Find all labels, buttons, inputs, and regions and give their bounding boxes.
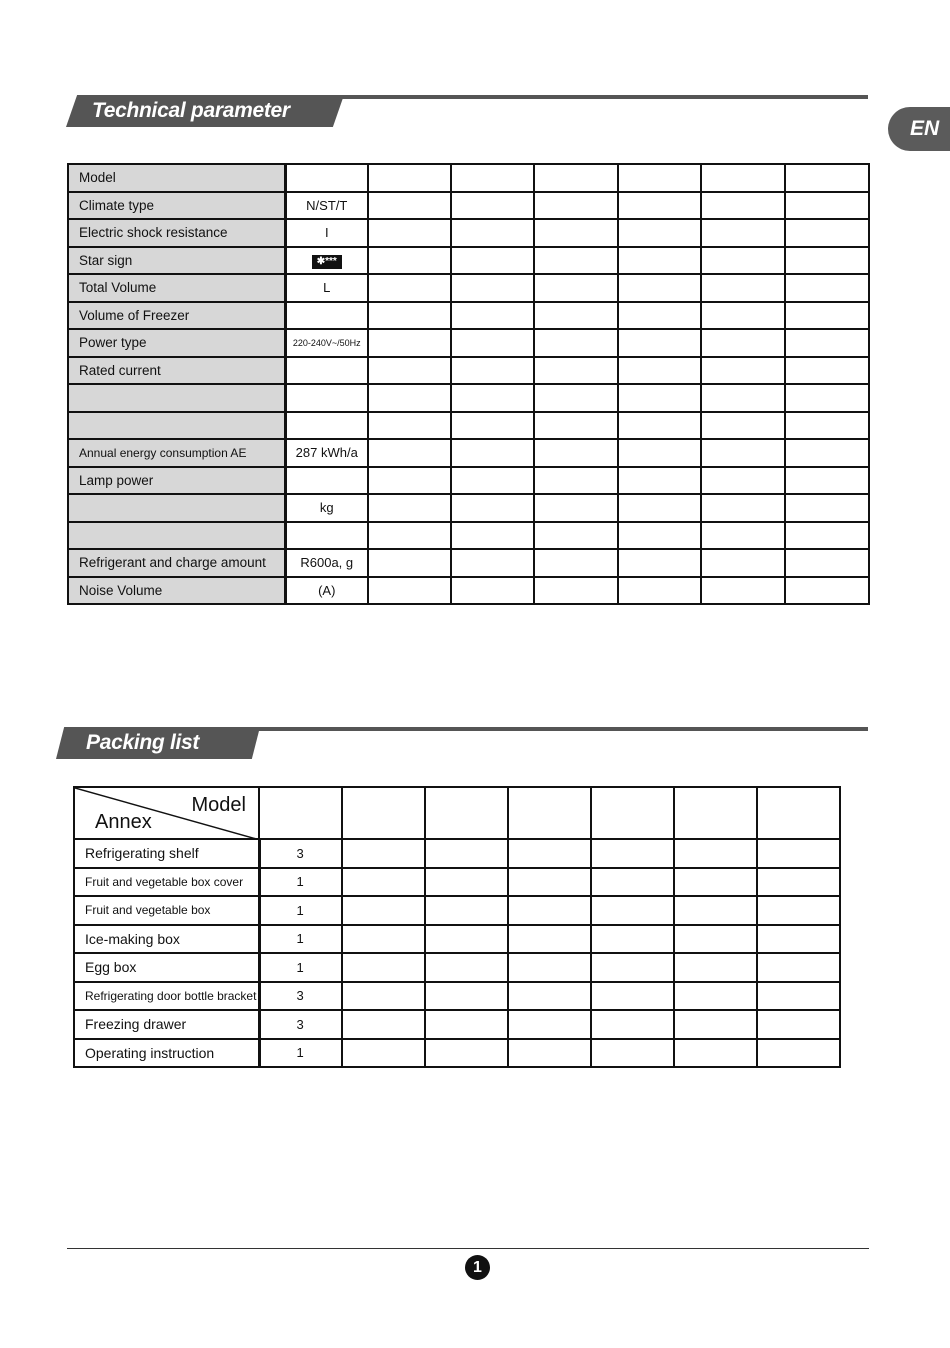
packing-empty-cell (757, 1010, 840, 1039)
packing-empty-cell (674, 1039, 757, 1068)
packing-empty-cell (591, 982, 674, 1011)
packing-empty-cell (342, 868, 425, 897)
packing-empty-cell (674, 868, 757, 897)
tech-empty-cell (534, 329, 618, 357)
tech-empty-cell (618, 439, 701, 467)
tech-empty-cell (368, 302, 451, 330)
packing-empty-cell (425, 1010, 508, 1039)
tech-row-label (68, 412, 285, 440)
tech-empty-cell (534, 412, 618, 440)
tech-row-label: Rated current (68, 357, 285, 385)
packing-empty-cell (508, 1010, 591, 1039)
packing-empty-cell (591, 953, 674, 982)
tech-empty-cell (785, 439, 869, 467)
tech-row-value: (A) (285, 577, 368, 605)
tech-empty-cell (701, 329, 785, 357)
tech-row-value: kg (285, 494, 368, 522)
tech-empty-cell (534, 164, 618, 192)
packing-empty-cell (674, 896, 757, 925)
tech-empty-cell (785, 164, 869, 192)
tech-row (68, 549, 869, 577)
packing-empty-cell (674, 839, 757, 868)
tech-empty-cell (785, 522, 869, 550)
tech-empty-cell (701, 577, 785, 605)
tech-empty-cell (701, 522, 785, 550)
tech-empty-cell (785, 577, 869, 605)
packing-empty-cell (508, 839, 591, 868)
packing-item-label: Fruit and vegetable box (74, 896, 259, 925)
packing-item-quantity: 1 (259, 925, 342, 954)
tech-empty-cell (701, 274, 785, 302)
tech-row-value (285, 384, 368, 412)
tech-row (68, 302, 869, 330)
tech-row-label (68, 494, 285, 522)
packing-row (74, 1010, 840, 1039)
tech-row (68, 522, 869, 550)
tech-empty-cell (451, 192, 534, 220)
packing-row (74, 1039, 840, 1068)
tech-empty-cell (368, 164, 451, 192)
header-model: Model (191, 794, 246, 816)
packing-item-quantity: 1 (259, 868, 342, 897)
tech-empty-cell (534, 219, 618, 247)
packing-empty-cell (342, 1039, 425, 1068)
packing-empty-cell (674, 982, 757, 1011)
packing-empty-cell (508, 1039, 591, 1068)
tech-row-value (285, 164, 368, 192)
header-annex: Annex (95, 811, 152, 833)
tech-empty-cell (785, 384, 869, 412)
packing-empty-cell (508, 896, 591, 925)
packing-empty-cell (591, 925, 674, 954)
tech-empty-cell (701, 412, 785, 440)
packing-empty-cell (508, 982, 591, 1011)
tech-empty-cell (785, 302, 869, 330)
tech-empty-cell (368, 192, 451, 220)
tech-empty-cell (785, 247, 869, 275)
packing-empty-cell (508, 953, 591, 982)
tech-empty-cell (534, 384, 618, 412)
packing-row (74, 839, 840, 868)
packing-empty-cell (757, 982, 840, 1011)
tech-empty-cell (618, 274, 701, 302)
tech-row-label: Star sign (68, 247, 285, 275)
tech-row (68, 467, 869, 495)
tech-empty-cell (368, 384, 451, 412)
tech-empty-cell (451, 357, 534, 385)
packing-empty-cell (425, 953, 508, 982)
tech-row-value: R600a, g (285, 549, 368, 577)
packing-item-label: Ice-making box (74, 925, 259, 954)
packing-empty-cell (425, 1039, 508, 1068)
packing-empty-cell (757, 868, 840, 897)
packing-empty-cell (591, 868, 674, 897)
packing-item-label: Refrigerating door bottle bracket (74, 982, 259, 1011)
packing-row (74, 896, 840, 925)
tech-empty-cell (451, 467, 534, 495)
tech-empty-cell (368, 467, 451, 495)
tech-row (68, 357, 869, 385)
packing-empty-cell (342, 953, 425, 982)
packing-row (74, 982, 840, 1011)
tech-row (68, 412, 869, 440)
tech-empty-cell (368, 522, 451, 550)
tech-row (68, 247, 869, 275)
packing-row (74, 925, 840, 954)
tech-empty-cell (368, 494, 451, 522)
packing-item-label: Egg box (74, 953, 259, 982)
tech-row-value: N/ST/T (285, 192, 368, 220)
tech-row-value: 220-240V~/50Hz (285, 329, 368, 357)
tech-empty-cell (618, 549, 701, 577)
tech-empty-cell (451, 577, 534, 605)
tech-row (68, 384, 869, 412)
tech-empty-cell (618, 192, 701, 220)
tech-row-label: Electric shock resistance (68, 219, 285, 247)
packing-empty-cell (591, 1039, 674, 1068)
packing-empty-cell (508, 925, 591, 954)
packing-empty-cell (342, 896, 425, 925)
technical-parameter-table (67, 163, 870, 605)
packing-empty-cell (425, 868, 508, 897)
packing-empty-cell (425, 925, 508, 954)
tech-empty-cell (451, 329, 534, 357)
tech-empty-cell (701, 192, 785, 220)
packing-empty-cell (591, 839, 674, 868)
tech-empty-cell (618, 522, 701, 550)
packing-empty-cell (508, 868, 591, 897)
tech-row-value (285, 522, 368, 550)
tech-row (68, 439, 869, 467)
tech-row-label: Noise Volume (68, 577, 285, 605)
tech-empty-cell (451, 164, 534, 192)
tech-row-value (285, 302, 368, 330)
tech-empty-cell (785, 467, 869, 495)
packing-empty-cell (674, 953, 757, 982)
tech-row (68, 164, 869, 192)
tech-row-label: Climate type (68, 192, 285, 220)
tech-empty-cell (701, 384, 785, 412)
packing-item-quantity: 1 (259, 896, 342, 925)
packing-item-quantity: 3 (259, 839, 342, 868)
star-rating-icon: ✱*** (312, 255, 342, 269)
packing-empty-cell (757, 896, 840, 925)
tech-empty-cell (534, 549, 618, 577)
tech-empty-cell (618, 247, 701, 275)
tech-empty-cell (534, 247, 618, 275)
tech-row-value (285, 247, 368, 275)
tech-empty-cell (451, 274, 534, 302)
tech-empty-cell (618, 494, 701, 522)
tech-row-label: Volume of Freezer (68, 302, 285, 330)
tech-empty-cell (368, 357, 451, 385)
packing-item-quantity: 3 (259, 1010, 342, 1039)
tech-row-label (68, 384, 285, 412)
tech-empty-cell (534, 494, 618, 522)
tech-empty-cell (701, 164, 785, 192)
tech-empty-cell (368, 247, 451, 275)
tech-empty-cell (785, 329, 869, 357)
tech-empty-cell (368, 329, 451, 357)
tech-empty-cell (451, 522, 534, 550)
section-rule (340, 95, 868, 99)
tech-empty-cell (618, 357, 701, 385)
tech-empty-cell (701, 494, 785, 522)
packing-empty-cell (674, 925, 757, 954)
tech-empty-cell (534, 577, 618, 605)
packing-empty-cell (342, 839, 425, 868)
tech-empty-cell (451, 302, 534, 330)
tech-row (68, 494, 869, 522)
tech-row-value (285, 357, 368, 385)
tech-empty-cell (618, 467, 701, 495)
tech-empty-cell (618, 164, 701, 192)
packing-item-quantity: 3 (259, 982, 342, 1011)
tech-empty-cell (785, 549, 869, 577)
tech-empty-cell (451, 219, 534, 247)
tech-empty-cell (534, 522, 618, 550)
tech-row-label (68, 522, 285, 550)
tech-empty-cell (701, 549, 785, 577)
packing-empty-cell (591, 1010, 674, 1039)
packing-empty-cell (425, 839, 508, 868)
tech-empty-cell (785, 192, 869, 220)
tech-empty-cell (618, 384, 701, 412)
packing-item-quantity: 1 (259, 1039, 342, 1068)
language-tab-label: EN (910, 117, 940, 140)
packing-empty-cell (757, 925, 840, 954)
tech-empty-cell (451, 412, 534, 440)
tech-empty-cell (785, 274, 869, 302)
packing-item-label: Fruit and vegetable box cover (74, 868, 259, 897)
packing-empty-cell (342, 982, 425, 1011)
tech-empty-cell (451, 494, 534, 522)
tech-empty-cell (618, 412, 701, 440)
tech-empty-cell (451, 384, 534, 412)
tech-empty-cell (368, 549, 451, 577)
tech-empty-cell (451, 439, 534, 467)
page-number: 1 (465, 1255, 490, 1280)
tech-empty-cell (618, 329, 701, 357)
packing-empty-cell (757, 839, 840, 868)
tech-row-label: Refrigerant and charge amount (68, 549, 285, 577)
packing-item-label: Operating instruction (74, 1039, 259, 1068)
packing-list-table (73, 786, 841, 1068)
tech-empty-cell (618, 219, 701, 247)
tech-empty-cell (701, 302, 785, 330)
tech-empty-cell (368, 577, 451, 605)
tech-row (68, 577, 869, 605)
tech-row-value: L (285, 274, 368, 302)
tech-empty-cell (534, 192, 618, 220)
tech-empty-cell (701, 219, 785, 247)
packing-empty-cell (591, 896, 674, 925)
packing-empty-cell (674, 1010, 757, 1039)
tech-empty-cell (701, 467, 785, 495)
footer-rule (67, 1248, 869, 1249)
packing-empty-cell (342, 925, 425, 954)
tech-empty-cell (618, 302, 701, 330)
packing-header-row (74, 787, 840, 839)
tech-empty-cell (701, 357, 785, 385)
tech-row-value (285, 467, 368, 495)
packing-item-label: Freezing drawer (74, 1010, 259, 1039)
tech-row-value: 287 kWh/a (285, 439, 368, 467)
tech-row (68, 274, 869, 302)
tech-empty-cell (534, 439, 618, 467)
tech-empty-cell (451, 247, 534, 275)
tech-row-label: Total Volume (68, 274, 285, 302)
packing-empty-cell (425, 982, 508, 1011)
tech-row-label: Model (68, 164, 285, 192)
tech-empty-cell (534, 274, 618, 302)
tech-row (68, 219, 869, 247)
tech-empty-cell (368, 412, 451, 440)
tech-empty-cell (534, 302, 618, 330)
tech-empty-cell (785, 357, 869, 385)
tech-empty-cell (368, 219, 451, 247)
packing-empty-cell (425, 896, 508, 925)
packing-empty-cell (342, 1010, 425, 1039)
tech-row (68, 329, 869, 357)
tech-empty-cell (534, 357, 618, 385)
section-title-packing: Packing list (86, 731, 200, 754)
section-title-technical: Technical parameter (92, 99, 290, 122)
tech-empty-cell (368, 439, 451, 467)
tech-empty-cell (785, 412, 869, 440)
tech-empty-cell (618, 577, 701, 605)
tech-row-value: I (285, 219, 368, 247)
section-rule (256, 727, 868, 731)
tech-row-label: Annual energy consumption AE (68, 439, 285, 467)
tech-empty-cell (368, 274, 451, 302)
model-annex-header-cell (74, 787, 259, 839)
tech-empty-cell (534, 467, 618, 495)
tech-empty-cell (701, 439, 785, 467)
packing-row (74, 953, 840, 982)
packing-empty-cell (757, 953, 840, 982)
packing-item-label: Refrigerating shelf (74, 839, 259, 868)
packing-empty-cell (757, 1039, 840, 1068)
tech-empty-cell (701, 247, 785, 275)
tech-empty-cell (785, 219, 869, 247)
tech-row-value (285, 412, 368, 440)
tech-empty-cell (785, 494, 869, 522)
tech-row-label: Lamp power (68, 467, 285, 495)
tech-row-label: Power type (68, 329, 285, 357)
tech-empty-cell (451, 549, 534, 577)
tech-row (68, 192, 869, 220)
packing-item-quantity: 1 (259, 953, 342, 982)
packing-row (74, 868, 840, 897)
